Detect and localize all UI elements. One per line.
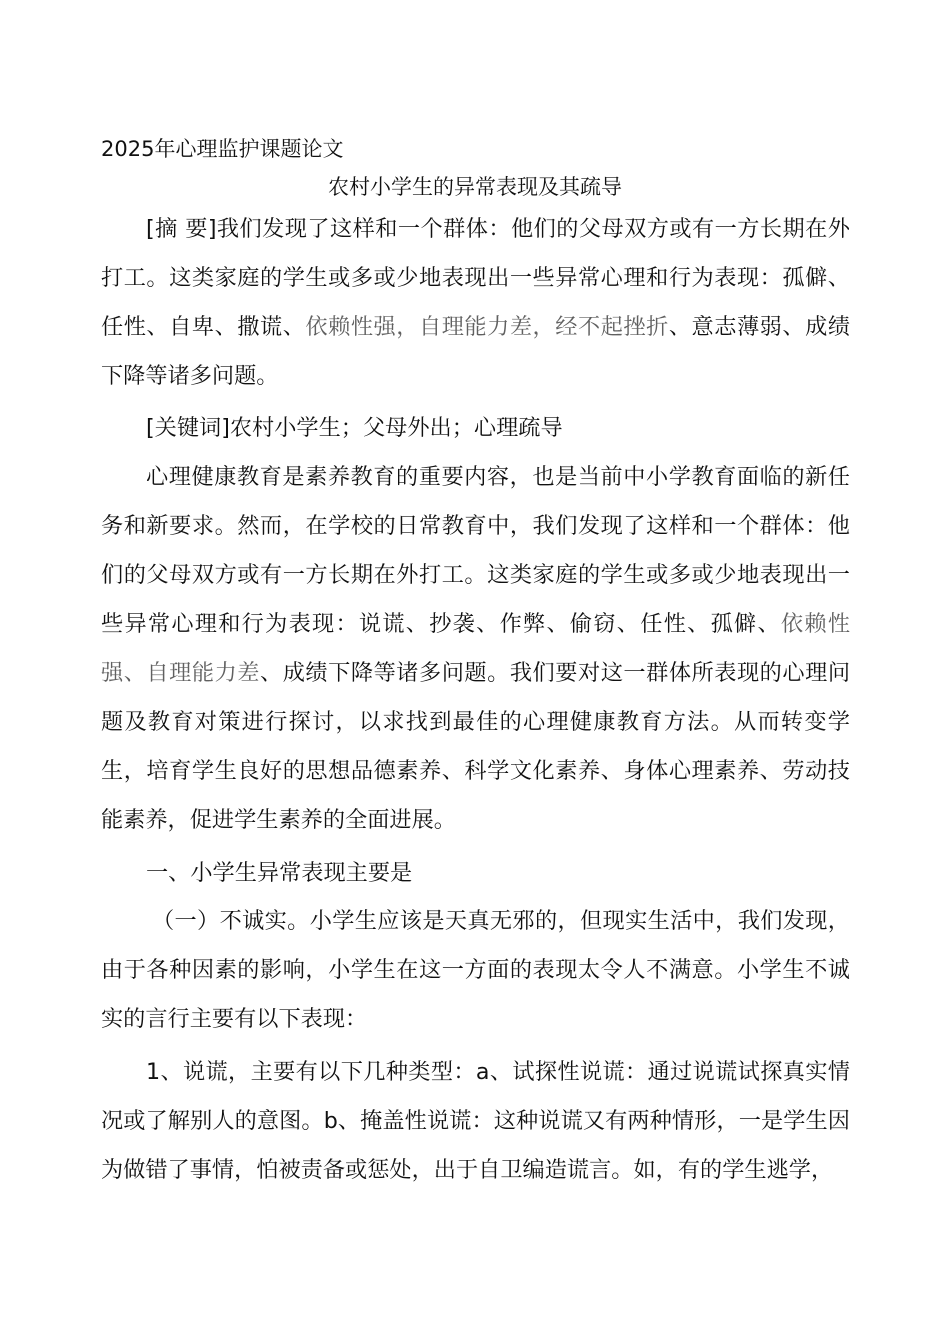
- subsection-paragraph: [101, 897, 850, 1044]
- subsection-text: （一）不诚实。小学生应该是天真无邪的，但现实生活中，我们发现，由于各种因素的影响，小学生在这一方面的表现太令人不满意。小学生不诚实的言行主要有以下表现：: [101, 908, 850, 1032]
- list-item-paragraph: [101, 1048, 850, 1195]
- keywords-text: [关键词]农村小学生；父母外出；心理疏导: [146, 415, 563, 441]
- intro-paragraph: [101, 453, 850, 845]
- abstract-text-b: 、意志薄弱、成绩下降等诸多问题。: [101, 314, 851, 389]
- section-heading: [101, 849, 850, 898]
- document-label: 2025年心理监护课题论文: [101, 137, 344, 161]
- intro-text-a: 心理健康教育是素养教育的重要内容，也是当前中小学教育面临的新任务和新要求。然而，在学校的日常教育中，我们发现了这样和一个群体：他们的父母双方或有一方长期在外打工。这类家庭的学生或多或少地表现出一些异常心理和行为表现：说谎、抄袭、作弊、偷窃、任性、孤僻、: [101, 464, 850, 637]
- paper-title: 农村小学生的异常表现及其疏导: [328, 175, 622, 199]
- abstract-paragraph: [101, 205, 850, 401]
- abstract-highlight: 依赖性强，自理能力差，经不起挫折: [305, 314, 669, 340]
- section-heading-text: 一、小学生异常表现主要是: [146, 860, 413, 886]
- intro-highlight: 依赖性强、自理能力差: [101, 611, 851, 686]
- list-item-text: 1、说谎，主要有以下几种类型：a、试探性说谎：通过说谎试探真实情况或了解别人的意图。b、掩盖性说谎：这种说谎又有两种情形，一是学生因为做错了事情，怕被责备或惩处，出于自卫编造谎言。如，有的学生逃学，: [101, 1059, 850, 1183]
- keywords-paragraph: [101, 404, 850, 453]
- intro-text-b: 、成绩下降等诸多问题。我们要对这一群体所表现的心理问题及教育对策进行探讨，以求找到最佳的心理健康教育方法。从而转变学生，培育学生良好的思想品德素养、科学文化素养、身体心理素养、劳动技能素养，促进学生素养的全面进展。: [101, 660, 851, 833]
- abstract-text-a: [摘 要]我们发现了这样和一个群体：他们的父母双方或有一方长期在外打工。这类家庭的学生或多或少地表现出一些异常心理和行为表现：孤僻、任性、自卑、撒谎、: [101, 216, 850, 340]
